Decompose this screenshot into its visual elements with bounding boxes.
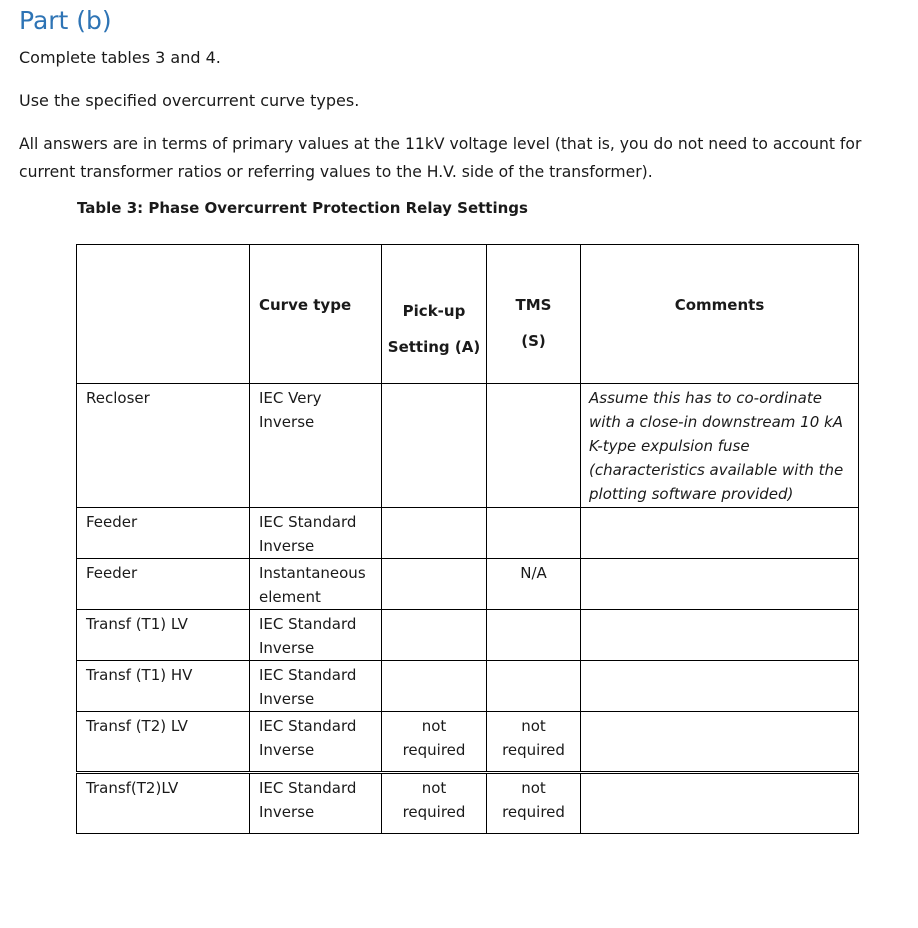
curve-type-cell	[250, 384, 382, 508]
header-tms	[487, 245, 581, 384]
header-pickup-setting	[382, 245, 487, 384]
table-row	[77, 384, 859, 508]
tms-cell	[487, 559, 581, 610]
tms-cell	[487, 661, 581, 712]
header-curve-type	[250, 245, 382, 384]
comment-cell: Assume this has to co-ordinate with a close-in downstream 10 kA K-type expulsion fuse (characteristics available with the plotting software provided)	[581, 384, 859, 508]
tms-cell	[487, 712, 581, 773]
curve-type-cell	[250, 508, 382, 559]
comment-cell	[581, 559, 859, 610]
comment-cell	[581, 610, 859, 661]
curve-type-line-2: Inverse	[259, 690, 315, 708]
curve-type-line-1: IEC Standard	[259, 615, 357, 633]
curve-type-line-2: element	[259, 588, 321, 606]
tms-line-2: required	[502, 803, 565, 821]
curve-type-line-2: Inverse	[259, 537, 315, 555]
device-cell: Feeder	[77, 508, 250, 559]
table-header-row	[77, 245, 859, 384]
curve-type-line-2: Inverse	[259, 639, 315, 657]
pickup-line-2: required	[402, 803, 466, 821]
curve-type-line-2: Inverse	[259, 741, 315, 759]
table-row	[77, 712, 859, 773]
instruction-curve-types: Use the specified overcurrent curve types.	[19, 91, 360, 110]
device-cell: Recloser	[77, 384, 250, 508]
device-cell: Transf(T2)LV	[77, 773, 250, 834]
header-tms-label-2: (S)	[521, 332, 546, 350]
pickup-cell	[382, 610, 487, 661]
curve-type-cell	[250, 661, 382, 712]
header-tms-label-1: TMS	[515, 296, 552, 314]
curve-type-cell	[250, 773, 382, 834]
pickup-line-1: not	[421, 779, 447, 797]
comment-cell	[581, 712, 859, 773]
pickup-cell	[382, 559, 487, 610]
page-title: Part (b)	[19, 6, 112, 35]
curve-type-line-1: IEC Standard	[259, 666, 357, 684]
curve-type-line-1: IEC Standard	[259, 717, 357, 735]
tms-line-1: N/A	[520, 564, 547, 582]
tms-cell	[487, 508, 581, 559]
curve-type-cell	[250, 712, 382, 773]
relay-settings-table	[76, 244, 859, 834]
instruction-primary-values: All answers are in terms of primary values at the 11kV voltage level (that is, you do not need to account for current transformer ratios or referring values to the H.V. side of the transformer).	[19, 135, 862, 181]
pickup-cell	[382, 712, 487, 773]
device-cell: Transf (T2) LV	[77, 712, 250, 773]
pickup-cell	[382, 384, 487, 508]
table-row	[77, 508, 859, 559]
table-row	[77, 610, 859, 661]
tms-line-1: not	[521, 717, 546, 735]
comment-cell	[581, 508, 859, 559]
curve-type-line-2: Inverse	[259, 803, 315, 821]
curve-type-line-1: Instantaneous	[259, 564, 366, 582]
header-pickup-label-1: Pick-up	[402, 302, 466, 320]
table-row	[77, 773, 859, 834]
table-row	[77, 661, 859, 712]
tms-line-1: not	[521, 779, 546, 797]
tms-cell	[487, 384, 581, 508]
header-comments	[581, 245, 859, 384]
instruction-complete-tables: Complete tables 3 and 4.	[19, 48, 221, 67]
curve-type-line-1: IEC Standard	[259, 513, 357, 531]
comment-cell	[581, 661, 859, 712]
device-cell: Transf (T1) HV	[77, 661, 250, 712]
pickup-line-1: not	[421, 717, 447, 735]
header-pickup-label-2: Setting (A)	[387, 338, 481, 356]
curve-type-line-1: IEC Standard	[259, 779, 357, 797]
pickup-cell	[382, 661, 487, 712]
curve-type-cell	[250, 559, 382, 610]
table-row	[77, 559, 859, 610]
header-curve-type-label: Curve type	[259, 296, 352, 314]
tms-line-2: required	[502, 741, 565, 759]
curve-type-cell	[250, 610, 382, 661]
device-cell: Feeder	[77, 559, 250, 610]
curve-type-line-2: Inverse	[259, 413, 315, 431]
tms-cell	[487, 773, 581, 834]
comment-cell	[581, 773, 859, 834]
device-cell: Transf (T1) LV	[77, 610, 250, 661]
pickup-cell	[382, 773, 487, 834]
pickup-cell	[382, 508, 487, 559]
pickup-line-2: required	[402, 741, 466, 759]
header-comments-label: Comments	[674, 296, 765, 314]
tms-cell	[487, 610, 581, 661]
curve-type-line-1: IEC Very	[259, 389, 322, 407]
header-blank-cell	[77, 245, 250, 384]
table-caption: Table 3: Phase Overcurrent Protection Relay Settings	[77, 199, 528, 217]
